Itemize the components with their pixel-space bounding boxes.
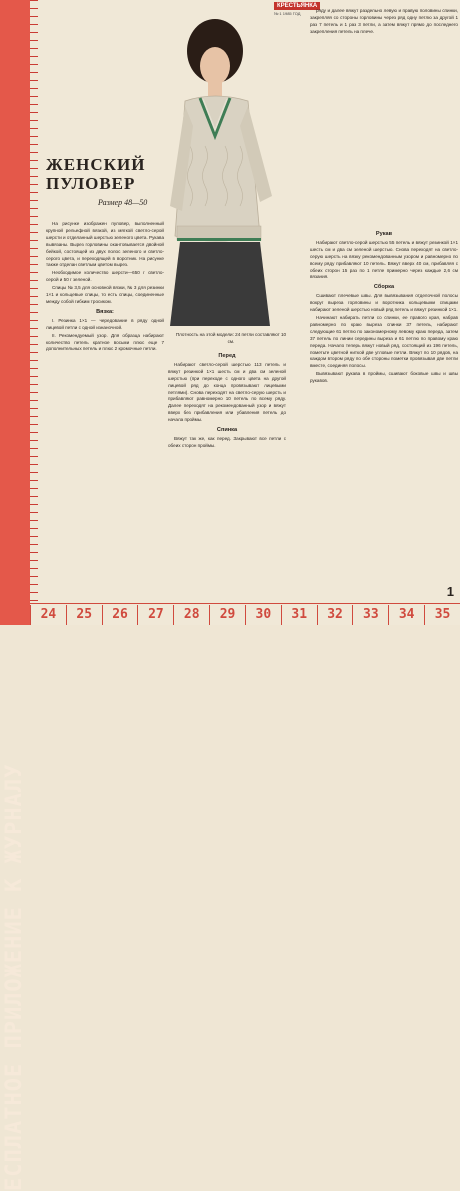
needles-paragraph: Спицы № 3,5 для основной вязки, № 3 для резинки 1×1 и кольцевые спицы, то есть спицы, соединенные между собой гибким тросиком. (46, 285, 164, 304)
size-subtitle: Размер 48—50 (98, 198, 148, 207)
gauge-note: Плотность на этой модели: 24 петли составляют 10 см. (175, 332, 287, 344)
ruler-number: 29 (209, 605, 245, 625)
banner-text: ЕСПЛАТНОЕ ПРИЛОЖЕНИЕ К ЖУРНАЛУ (2, 763, 27, 1191)
bottom-ruler (30, 603, 460, 625)
ruler-number: 33 (352, 605, 388, 625)
ruler-number: 25 (66, 605, 102, 625)
text-column-1 (46, 221, 164, 354)
sleeve-heading: Рукав (375, 231, 393, 237)
text-column-2 (168, 350, 286, 451)
model-photo (160, 6, 310, 331)
text-column-3-top (310, 8, 458, 37)
front-heading: Перед (218, 353, 236, 359)
ruler-number: 32 (317, 605, 353, 625)
title-line-1: ЖЕНСКИЙ (46, 155, 146, 174)
assembly-paragraph: Сшивают плечевые швы. Для вывязывания отделочной полосы вокруг выреза горловины и воротника кольцевыми спицами набирают зеленой шерстью новый ряд петель и вяжут резинкой 1×1. (310, 293, 458, 313)
back-paragraph: Вяжут так же, как перед. Закрывают все петли с обеих сторон проймы. (168, 435, 286, 448)
ruler-number: 26 (102, 605, 138, 625)
article-title (46, 155, 145, 193)
sleeve-paragraph: Набирают светло-серой шерстью 55 петель и вяжут резинкой 1×1 шесть см и два см зеленой шерстью. Снова переходят на светло-серую шерсть на вязку рекомендованным узором и равномерно по всему ряду прибавляют 10 петель. Вяжут вверх 40 см, прибавляя с обеих сторон 15 раз по 1 петле примерно через каждые 2,6 см вязания. (310, 239, 458, 280)
ruler-number: 31 (281, 605, 317, 625)
ruler-number: 34 (388, 605, 424, 625)
vertical-banner (0, 0, 30, 1191)
text-column-4 (310, 228, 458, 386)
materials-paragraph: Необходимое количество шерсти—650 г светло-серой и 50 г зеленой. (46, 270, 164, 283)
assembly-heading: Сборка (373, 284, 395, 291)
ruler-number: 35 (424, 605, 460, 625)
end-paragraph: Вывязывают рукава в проймы, сшивают боковые швы и швы рукавов. (310, 371, 458, 384)
page-number: 1 (446, 584, 454, 599)
side-ruler (30, 0, 38, 625)
collar-paragraph: Начинают набирать петли со спинки, ее правого края, набрав равномерно по краю выреза спинки 37 петель, набирают следующие 61 петлю по закономерному левому краю переда, затем 37 петель по линии середины выреза и 61 петлю по правому краю переда. Начало теперь вяжут новый ряд, состоящий из 196 петель, пометьте цветной ниткой две угловые петли. Вяжут по 10 рядов, на каждом втором ряду по обе стороны пометки провязывая две петли вместе, соединяя полосы. (310, 314, 458, 369)
intro-paragraph: На рисунке изображен пуловер, выполненный крупной рельефной вязкой, из мягкой светло-серой шерсти и отделанный шерстью зеленого цвета. Рукава вывязаны. Вырез горловины окантовывается двойной бейкой, состоящей из двух полос зеленого и светло-серого цвета, и переходящей в воротник. На рисунке также отделан светлым цветом вырез. (46, 221, 164, 268)
front-paragraph: Набирают светло-серой шерстью 113 петель и вяжут резинкой 1×1 шесть см и два см зеленой шерстью (при переходе с одного цвета на другой лицевой ряд до конца провязывают лицевыми петлями). Снова переходят на светло-серую шерсть и прибавляют равномерно 10 петель по всему ряду. Далее переходят на рекомендованный узор и вяжут вверх без прибавления или убавления петель до начала проймы. (168, 361, 286, 423)
ruler-number: 27 (137, 605, 173, 625)
knit-heading: Вязка: (96, 308, 114, 315)
back-continued-paragraph: ряду и далее вяжут раздельно левую и правую половины спинки, закрепляя со стороны горловины через ряд одну петлю за другой 1 раз 7 петель и 1 раз 3 петли, а затем вяжут прямо до последнего закрепления петель на плече. (310, 8, 458, 34)
ruler-number: 28 (173, 605, 209, 625)
back-heading: Спинка (216, 427, 238, 434)
magazine-issue: № 1 1985 ГОД (274, 11, 301, 16)
title-line-2: ПУЛОВЕР (46, 174, 136, 193)
ruler-number: 24 (30, 605, 66, 625)
rib-paragraph: I. Резинка 1×1 — чередование в ряду одной лицевой петли с одной изнаночной. (46, 317, 164, 330)
magazine-logo: КРЕСТЬЯНКА (274, 2, 320, 10)
relief-paragraph: II. Рекомендуемый узор. Для образца набирают количество петель кратное восьми плюс еще 7 дополнительных петель и плюс 2 кромочные петли. (46, 332, 164, 352)
ruler-number: 30 (245, 605, 281, 625)
